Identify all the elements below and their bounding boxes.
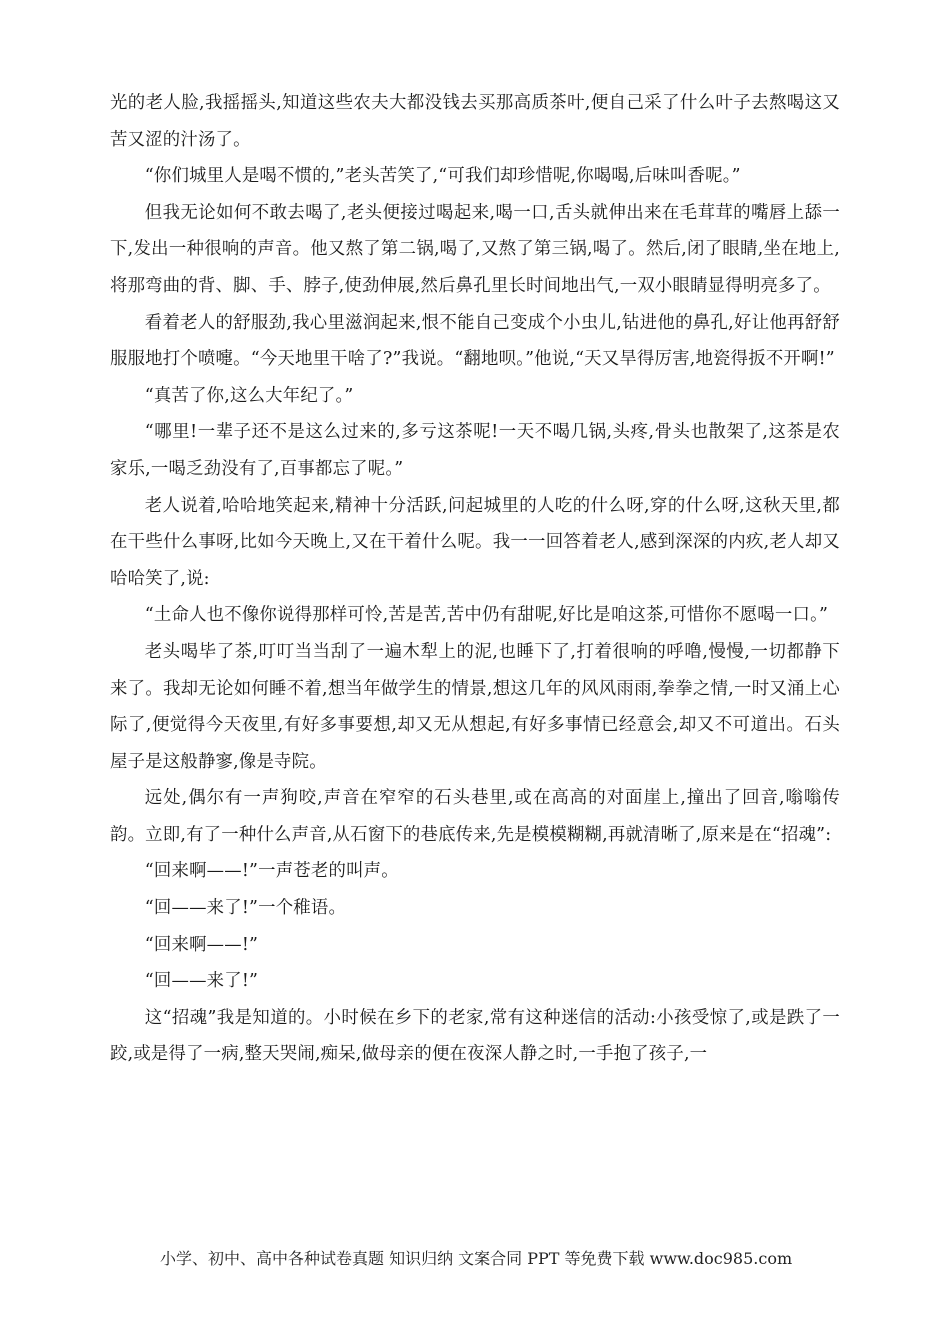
article-body [110,85,840,1073]
paragraph: “你们城里人是喝不惯的,”老头苦笑了,“可我们却珍惜呢,你喝喝,后味叫香呢。” [144,166,741,187]
paragraph: 但我无论如何不敢去喝了,老头便接过喝起来,喝一口,舌头就伸出来在毛茸茸的嘴唇上舔一下,发出一种很响的声音。他又熬了第二锅,喝了,又熬了第三锅,喝了。然后,闭了眼睛,坐在地上,将那弯曲的背、脚、手、脖子,使劲伸展,然后鼻孔里长时间地出气,一双小眼睛显得明亮多了。 [110,202,840,296]
paragraph: “回——来了!”一个稚语。 [144,898,347,919]
paragraph: 光的老人脸,我摇摇头,知道这些农夫大都没钱去买那高质茶叶,便自己采了什么叶子去熬喝这又苦又涩的汁汤了。 [110,93,840,150]
paragraph: 这“招魂”我是知道的。小时候在乡下的老家,常有这种迷信的活动:小孩受惊了,或是跌了一跤,或是得了一病,整天哭闹,痴呆,做母亲的便在夜深人静之时,一手抱了孩子,一 [110,1007,840,1065]
paragraph: 看着老人的舒服劲,我心里滋润起来,恨不能自己变成个小虫儿,钻进他的鼻孔,好让他再舒舒服服地打个喷嚏。“今天地里干啥了?”我说。“翻地呗。”他说,“天又旱得厉害,地瓷得扳不开啊!” [110,312,840,370]
paragraph: 老人说着,哈哈地笑起来,精神十分活跃,问起城里的人吃的什么呀,穿的什么呀,这秋天里,都在干些什么事呀,比如今天晚上,又在干着什么呢。我一一回答着老人,感到深深的内疚,老人却又哈哈笑了,说: [110,495,840,589]
paragraph: “回来啊——!” [144,934,259,955]
paragraph: “土命人也不像你说得那样可怜,苦是苦,苦中仍有甜呢,好比是咱这茶,可惜你不愿喝一口。” [144,605,829,626]
paragraph: 远处,偶尔有一声狗咬,声音在窄窄的石头巷里,或在高高的对面崖上,撞出了回音,嗡嗡传韵。立即,有了一种什么声音,从石窗下的巷底传来,先是模模糊糊,再就清晰了,原来是在“招魂”: [110,788,840,845]
paragraph: “回——来了!” [144,971,259,992]
page-footer: 小学、初中、高中各种试卷真题 知识归纳 文案合同 PPT 等免费下载 www.doc985.com [160,1249,793,1268]
paragraph: 老头喝毕了茶,叮叮当当刮了一遍木犁上的泥,也睡下了,打着很响的呼噜,慢慢,一切都静下来了。我却无论如何睡不着,想当年做学生的情景,想这几年的风风雨雨,拳拳之情,一时又涌上心际了,便觉得今天夜里,有好多事要想,却又无从想起,有好多事情已经意会,却又不可道出。石头屋子是这般静寥,像是寺院。 [110,641,840,772]
paragraph: “回来啊——!”一声苍老的叫声。 [144,861,399,882]
paragraph: “真苦了你,这么大年纪了。” [144,385,354,406]
paragraph: “哪里!一辈子还不是这么过来的,多亏这茶呢!一天不喝几锅,头疼,骨头也散架了,这茶是农家乐,一喝乏劲没有了,百事都忘了呢。” [110,422,840,479]
